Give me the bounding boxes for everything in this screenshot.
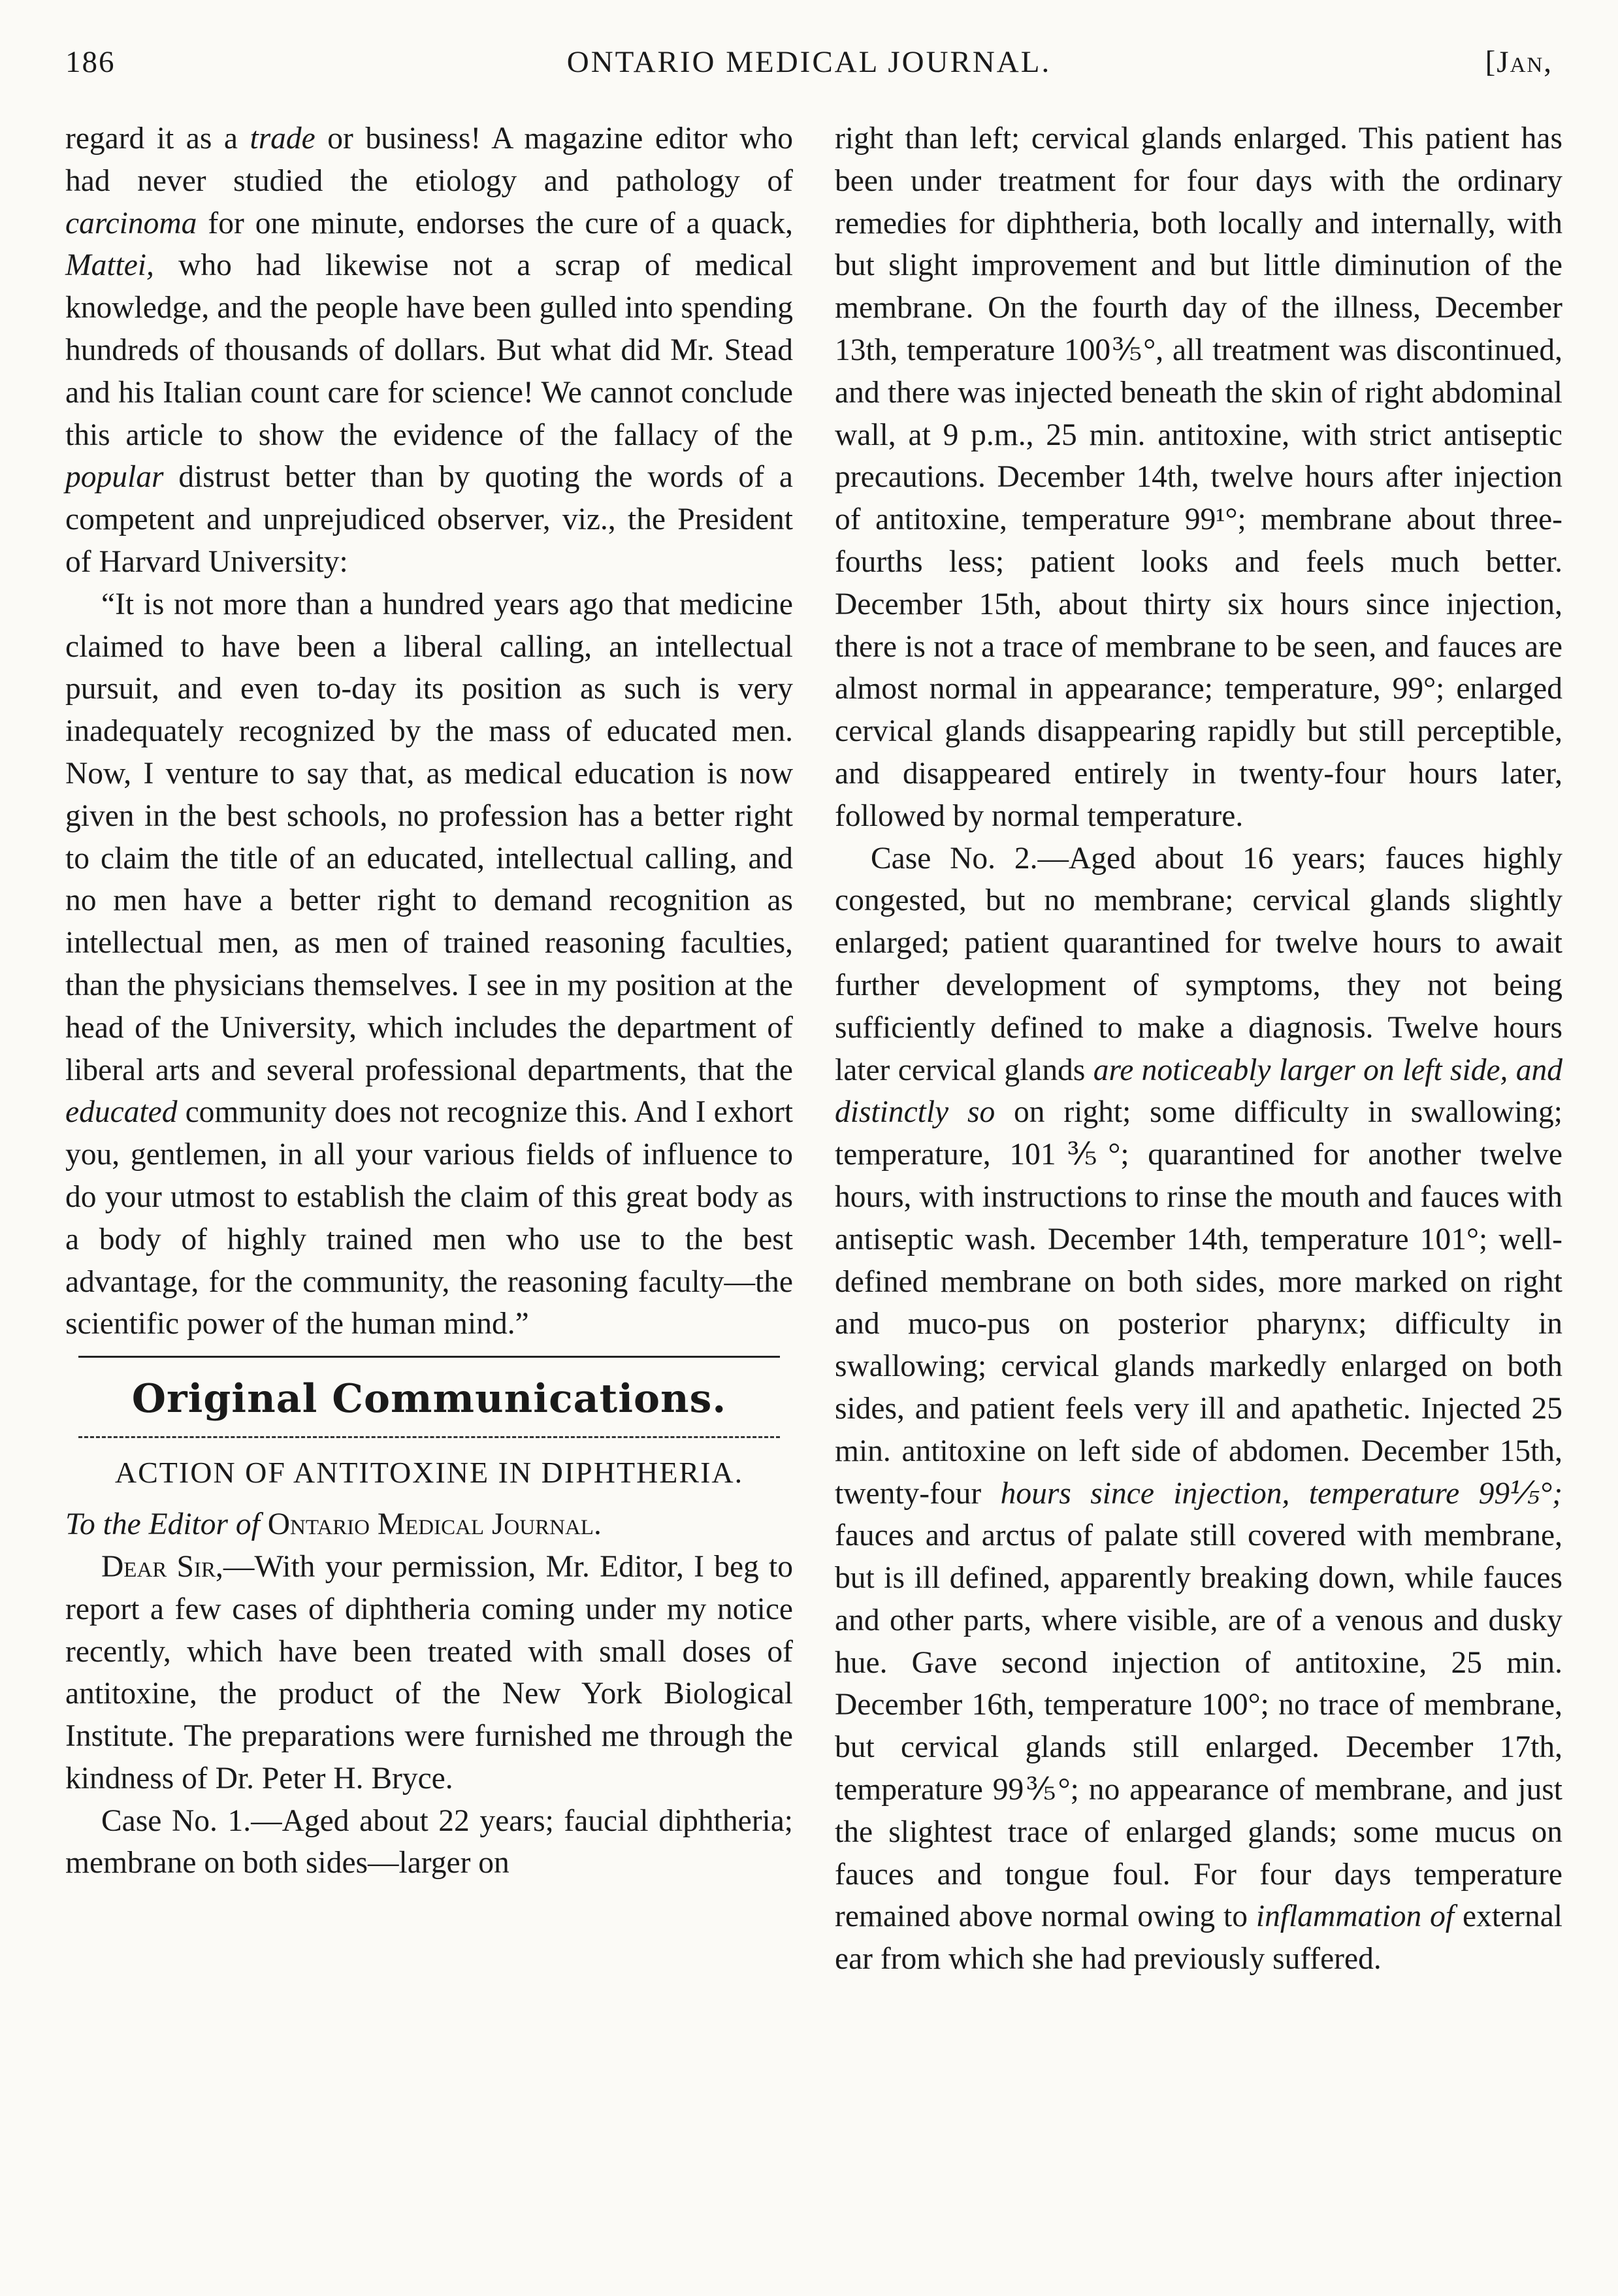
section-dashed-rule	[78, 1436, 780, 1438]
article-title: ACTION OF ANTITOXINE IN DIPHTHERIA.	[114, 1456, 744, 1490]
running-header	[65, 39, 1553, 85]
quotation-paragraph: “It is not more than a hundred years ago that medicine claimed to have been a liberal calling, an intellectual pursuit, and even to-day its position as such is very inadequately recognized by the mass of educated men. Now, I venture to say that, as medical education is now given in the best schools, no profession has a better right to claim the title of an educated, intellectual calling, and no men have a better right to demand recognition as intellectual men, as men of trained reasoning faculties, than the physicians themselves. I see in my position at the head of the University, which includes the department of liberal arts and several professional departments, that the educated community does not recognize this. And I exhort you, gentlemen, in all your various fields of influence to do your utmost to establish the claim of this great body as a body of highly trained men who use to the best advantage, for the community, the reasoning faculty—the scientific power of the human mind.”	[65, 587, 793, 1341]
left-column	[65, 118, 793, 1884]
page-number: 186	[65, 45, 116, 79]
section-rule	[78, 1356, 780, 1358]
to-editor-line: To the Editor of Ontario Medical Journal.	[65, 1507, 602, 1542]
right-column	[835, 118, 1562, 1980]
paragraph: right than left; cervical glands enlarged. This patient has been under treatment for four days with the ordinary remedies for diphtheria, both locally and internally, with but slight improvement and but little diminution of the membrane. On the fourth day of the illness, December 13th, temperature 100⅗°, all treatment was discontinued, and there was injected beneath the skin of right abdominal wall, at 9 p.m., 25 min. antitoxine, with strict antiseptic precautions. December 14th, twelve hours after injection of antitoxine, temperature 99¹°; membrane about three-fourths less; patient looks and feels much better. December 15th, about thirty six hours since injection, there is not a trace of membrane to be seen, and fauces are almost normal in appearance; temperature, 99°; enlarged cervical glands disappearing rapidly but still perceptible, and disappeared entirely in twenty-four hours later, followed by normal temperature.	[835, 122, 1562, 833]
paragraph: regard it as a trade or business! A magazine editor who had never studied the etiology and pathology of carcinoma for one minute, endorses the cure of a quack, Mattei, who had likewise not a scrap of medical knowledge, and the people have been gulled into spending hundreds of thousands of dollars. But what did Mr. Stead and his Italian count care for science! We cannot conclude this article to show the evidence of the fallacy of the popular distrust better than by quoting the words of a competent and unprejudiced observer, viz., the President of Harvard University:	[65, 122, 793, 579]
section-title: Original Communications.	[131, 1376, 727, 1422]
case-paragraph: Case No. 2.—Aged about 16 years; fauces highly congested, but no membrane; cervical glands slightly enlarged; patient quarantined for twelve hours to await further development of symptoms, they not being sufficiently defined to make a diagnosis. Twelve hours later cervical glands are noticeably larger on left side, and distinctly so on right; some difficulty in swallowing; temperature, 101⅗°; quarantined for another twelve hours, with instructions to rinse the mouth and fauces with antiseptic wash. December 14th, temperature 101°; well-defined membrane on both sides, more marked on right and muco-pus on posterior pharynx; difficulty in swallowing; cervical glands markedly enlarged on both sides, and patient feels very ill and apathetic. Injected 25 min. antitoxine on left side of abdomen. December 15th, twenty-four hours since injection, temperature 99⅕°; fauces and arctus of palate still covered with membrane, but is ill defined, apparently breaking down, while fauces and other parts, where visible, are of a venous and dusky hue. Gave second injection of antitoxine, 25 min. December 16th, temperature 100°; no trace of membrane, but cervical glands still enlarged. December 17th, temperature 99⅗°; no appearance of membrane, and just the slightest trace of enlarged glands; some mucus on fauces and tongue foul. For four days temperature remained above normal owing to inflammation of external ear from which she had previously suffered.	[835, 841, 1563, 1976]
journal-title: ONTARIO MEDICAL JOURNAL.	[566, 45, 1052, 79]
issue-month: [Jan,	[1485, 45, 1553, 79]
case-paragraph: Case No. 1.—Aged about 22 years; faucial diphtheria; membrane on both sides—larger on	[65, 1803, 793, 1880]
paragraph: Dear Sir,—With your permission, Mr. Editor, I beg to report a few cases of diphtheria coming under my notice recently, which have been treated with small doses of antitoxine, the product of the New York Biological Institute. The preparations were furnished me through the kindness of Dr. Peter H. Bryce.	[65, 1549, 793, 1796]
